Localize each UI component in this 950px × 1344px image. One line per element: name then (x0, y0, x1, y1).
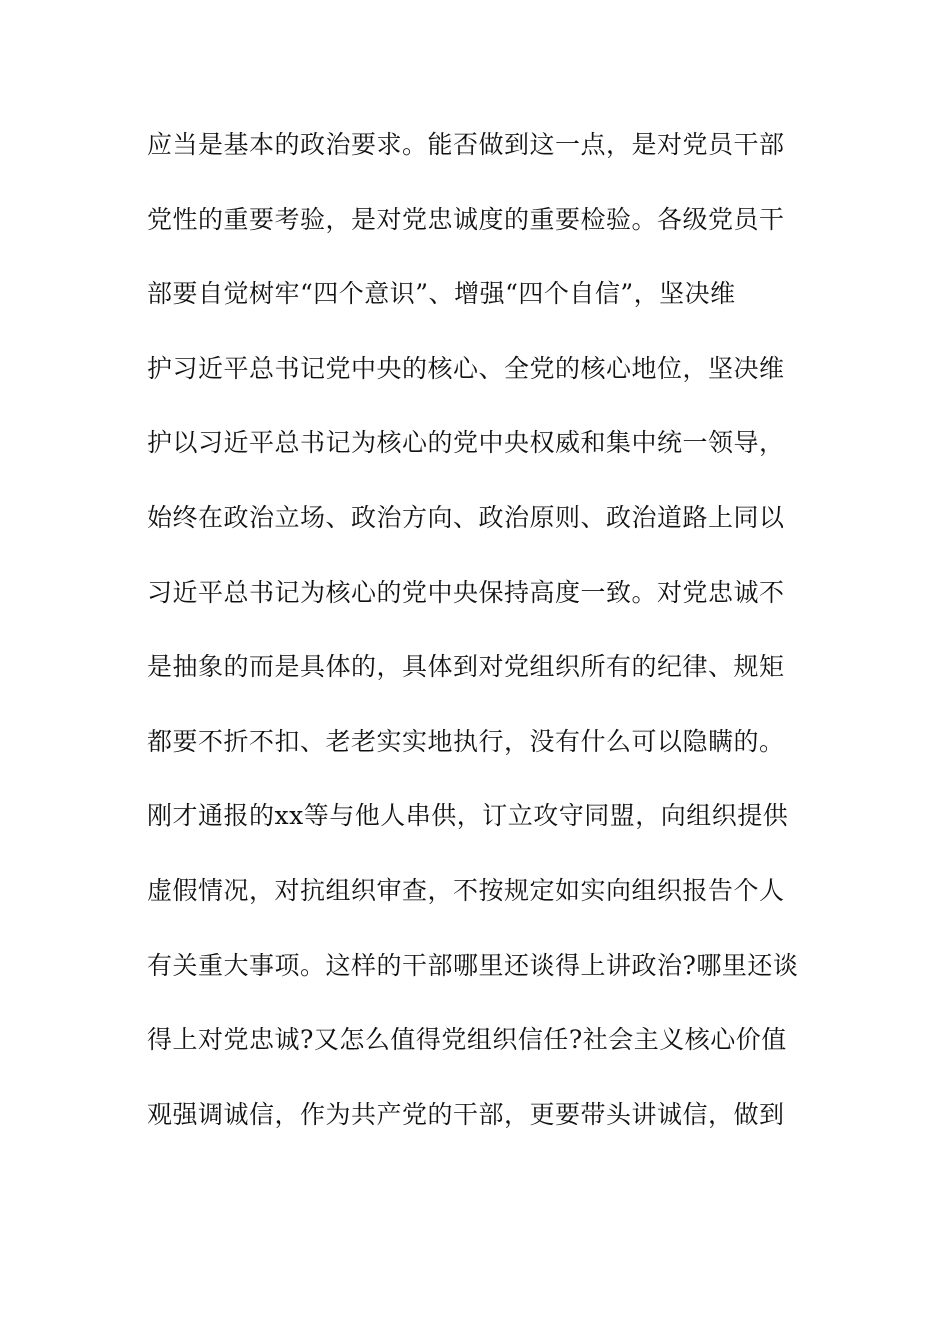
text-line: 虚假情况，对抗组织审查，不按规定如实向组织报告个人 (147, 875, 785, 905)
text-line: 习近平总书记为核心的党中央保持高度一致。对党忠诚不 (147, 577, 785, 607)
text-line: 应当是基本的政治要求。能否做到这一点，是对党员干部 (147, 130, 785, 159)
text-line: 是抽象的而是具体的，具体到对党组织所有的纪律、规矩 (147, 652, 785, 682)
text-line: 有关重大事项。这样的干部哪里还谈得上讲政治?哪里还谈 (147, 950, 799, 980)
document-body (147, 132, 807, 1176)
text-line: 得上对党忠诚?又怎么值得党组织信任?社会主义核心价值 (147, 1025, 787, 1055)
text-line: 党性的重要考验，是对党忠诚度的重要检验。各级党员干 (147, 204, 785, 234)
text-line: 观强调诚信，作为共产党的干部，更要带头讲诚信，做到 (147, 1099, 785, 1129)
text-line: 护习近平总书记党中央的核心、全党的核心地位，坚决维 (147, 353, 785, 383)
text-line: 部要自觉树牢“四个意识”、增强“四个自信”，坚决维 (147, 279, 736, 309)
text-line: 始终在政治立场、政治方向、政治原则、政治道路上同以 (147, 502, 785, 532)
text-line: 都要不折不扣、老老实实地执行，没有什么可以隐瞒的。 (147, 726, 785, 756)
text-line: 刚才通报的xx等与他人串供，订立攻守同盟，向组织提供 (147, 801, 789, 831)
text-line: 护以习近平总书记为核心的党中央权威和集中统一领导， (147, 428, 785, 458)
